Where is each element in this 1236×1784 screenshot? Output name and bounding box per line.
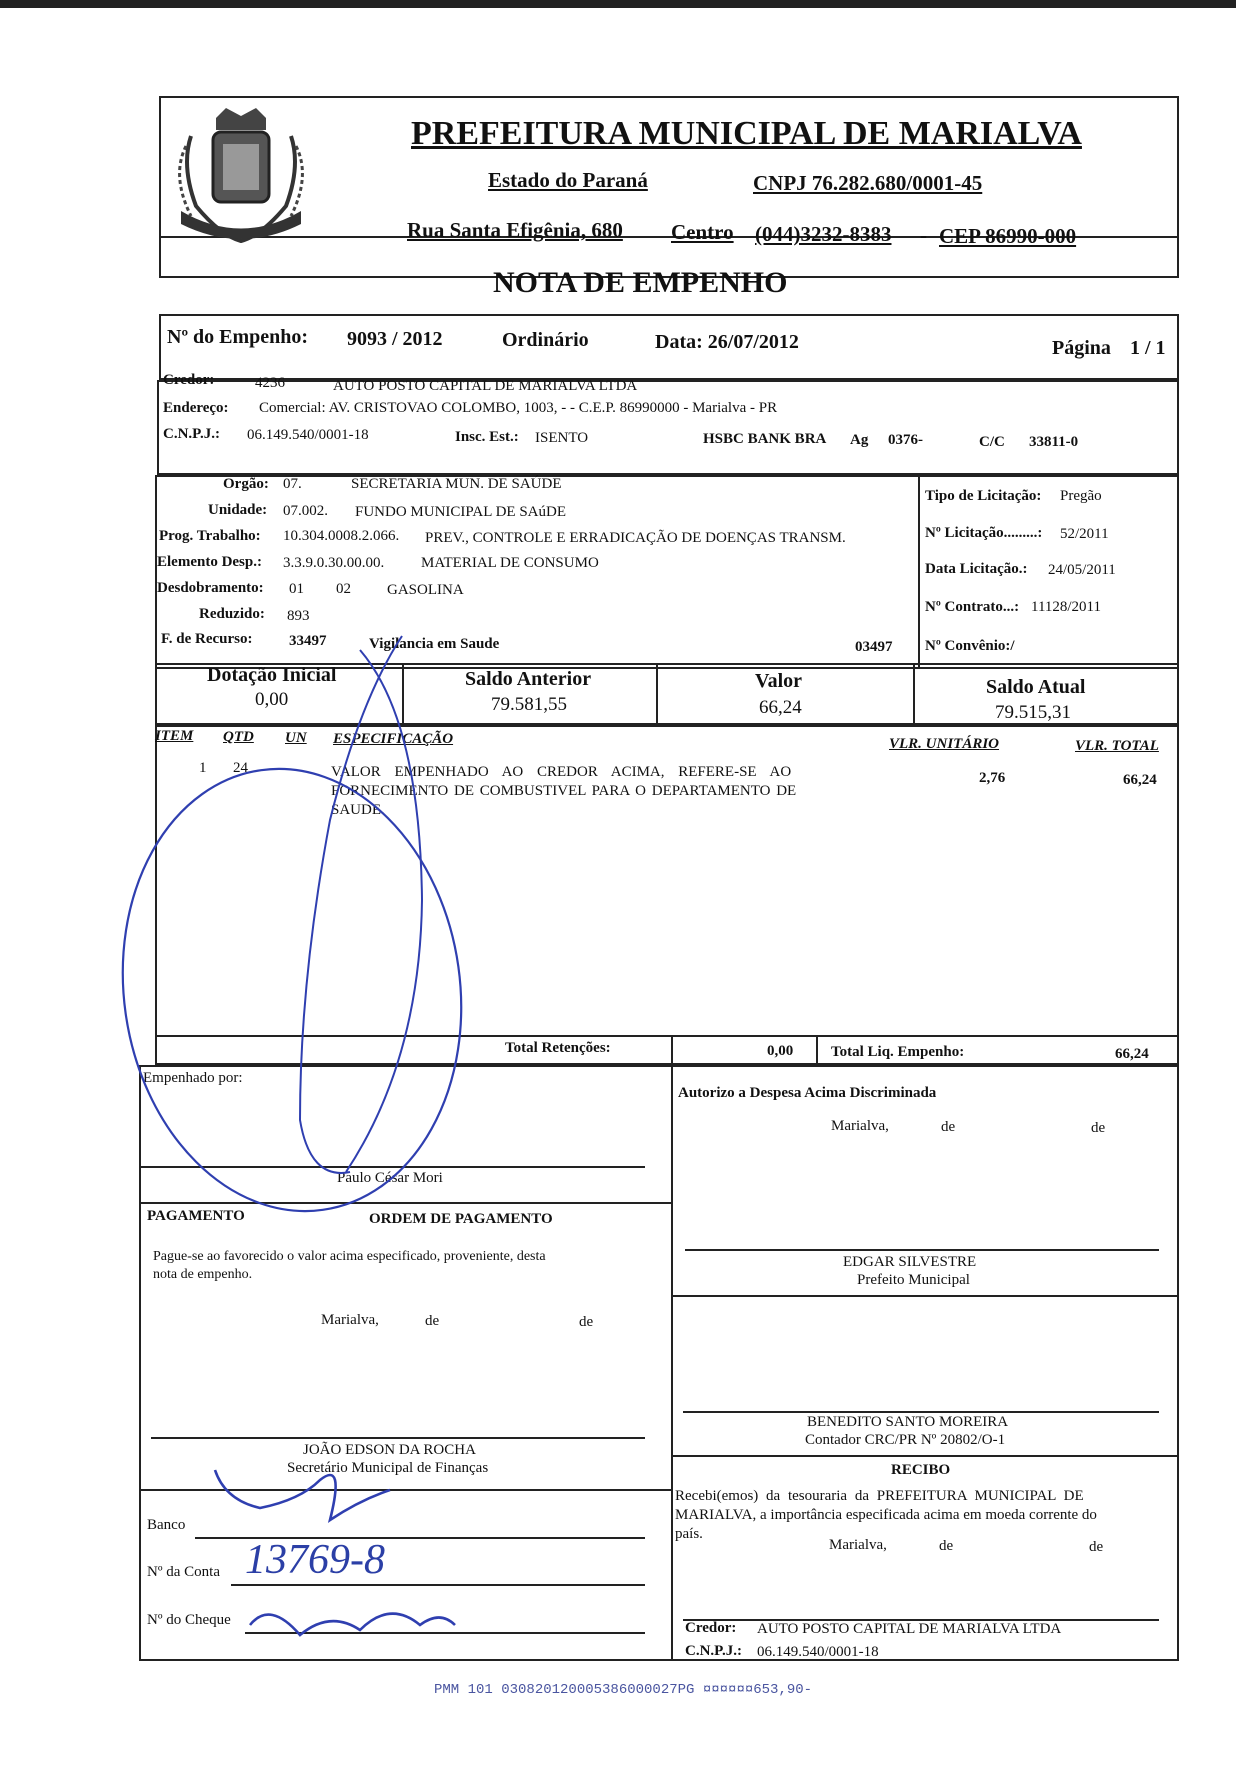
- recurso-code2: 03497: [855, 639, 893, 655]
- contador-role: Contador CRC/PR Nº 20802/O-1: [805, 1432, 1006, 1448]
- unidade-label: Unidade:: [208, 502, 268, 518]
- account: 33811-0: [1029, 434, 1079, 450]
- col-spec: ESPECIFICAÇÃO: [333, 731, 454, 747]
- page-label: Página: [1052, 337, 1111, 359]
- dotacao-value: 0,00: [255, 689, 289, 710]
- desdob-code: 01: [289, 581, 304, 597]
- empenho-number-label: Nº do Empenho:: [167, 326, 309, 348]
- pagamento-label: PAGAMENTO: [147, 1208, 245, 1224]
- convenio-label: Nº Convênio:/: [925, 638, 1015, 654]
- recibo-cnpj-label: C.N.P.J.:: [685, 1643, 742, 1659]
- insc-label: Insc. Est.:: [455, 429, 519, 445]
- ordem-pagamento: ORDEM DE PAGAMENTO: [369, 1211, 553, 1227]
- autorizo: Autorizo a Despesa Acima Discriminada: [678, 1085, 937, 1101]
- pague-place: Marialva,: [321, 1312, 379, 1328]
- retencoes: 0,00: [767, 1043, 794, 1059]
- licitacao-date: 24/05/2011: [1048, 562, 1116, 578]
- doc-title: NOTA DE EMPENHO: [493, 266, 788, 299]
- licitacao-number-label: Nº Licitação.........:: [925, 525, 1043, 541]
- col-qtd: QTD: [223, 729, 254, 745]
- empenho-type: Ordinário: [502, 329, 589, 351]
- footer-code: PMM 101 030820120005386000027PG ¤¤¤¤¤¤653,90-: [434, 1682, 813, 1698]
- orgao: SECRETARIA MUN. DE SAÚDE: [351, 476, 562, 492]
- header-district: Centro: [671, 220, 734, 244]
- credor-cnpj-label: C.N.P.J.:: [163, 426, 220, 442]
- prefeito-role: Prefeito Municipal: [857, 1272, 970, 1288]
- unidade-code: 07.002.: [283, 503, 328, 519]
- col-un: UN: [285, 730, 307, 746]
- page-number: 1 / 1: [1130, 337, 1166, 359]
- recibo-line3: país.: [675, 1526, 703, 1542]
- unidade: FUNDO MUNICIPAL DE SAúDE: [355, 504, 566, 520]
- header-cep: CEP 86990-000: [939, 224, 1077, 248]
- address: Comercial: AV. CRISTOVAO COLOMBO, 1003, - - C.E.P. 86990000 - Marialva - PR: [259, 400, 778, 416]
- agency-label: Ag: [850, 432, 869, 448]
- bank-name: HSBC BANK BRA: [703, 431, 827, 447]
- reduzido-label: Reduzido:: [199, 606, 265, 622]
- agency: 0376-: [888, 432, 923, 448]
- header-title: PREFEITURA MUNICIPAL DE MARIALVA: [411, 115, 1082, 152]
- empenho-number: 9093 / 2012: [347, 328, 443, 350]
- elemento-code: 3.3.9.0.30.00.00.: [283, 555, 385, 571]
- pague-de2: de: [579, 1314, 594, 1330]
- orgao-code: 07.: [283, 476, 302, 492]
- autorizo-de2: de: [1091, 1120, 1106, 1136]
- item-spec-line2: FORNECIMENTO DE COMBUSTIVEL PARA O DEPARTAMENTO DE: [331, 783, 797, 799]
- contador-name: BENEDITO SANTO MOREIRA: [807, 1414, 1009, 1430]
- prog-label: Prog. Trabalho:: [159, 528, 261, 544]
- header-phone: (044)3232-8383: [755, 222, 892, 246]
- item-number: 1: [199, 760, 207, 776]
- desdob-label: Desdobramento:: [157, 580, 264, 596]
- recibo-line2: MARIALVA, a importância especificada acima em moeda corrente do: [675, 1507, 1097, 1523]
- cheque-label: Nº do Cheque: [147, 1612, 231, 1628]
- recurso-label: F. de Recurso:: [161, 631, 253, 647]
- banco-label: Banco: [147, 1517, 186, 1533]
- address-label: Endereço:: [163, 400, 229, 416]
- conta-value: 13769-8: [245, 1537, 385, 1583]
- licitacao-number: 52/2011: [1060, 526, 1109, 542]
- recibo-credor-name: AUTO POSTO CAPITAL DE MARIALVA LTDA: [757, 1621, 1062, 1637]
- recibo-credor-label: Credor:: [685, 1620, 737, 1636]
- pague-de1: de: [425, 1313, 440, 1329]
- col-total: VLR. TOTAL: [1075, 738, 1159, 754]
- prog-code: 10.304.0008.2.066.: [283, 528, 400, 544]
- licitacao-date-label: Data Licitação.:: [925, 561, 1028, 577]
- item-qtd: 24: [233, 760, 248, 776]
- desdob-code2: 02: [336, 581, 351, 597]
- recibo-title: RECIBO: [891, 1462, 951, 1478]
- empenhado-name: Paulo César Mori: [337, 1170, 443, 1186]
- orgao-label: Orgão:: [223, 476, 269, 492]
- header-dash: -: [920, 223, 927, 247]
- saldo-anterior: 79.581,55: [491, 694, 567, 715]
- autorizo-place: Marialva,: [831, 1118, 889, 1134]
- saldo-anterior-label: Saldo Anterior: [465, 668, 592, 690]
- recibo-line1: Recebi(emos) da tesouraria da PREFEITURA MUNICIPAL DE: [675, 1488, 1084, 1504]
- conta-label: Nº da Conta: [147, 1564, 220, 1580]
- secretario-name: JOÃO EDSON DA ROCHA: [303, 1442, 476, 1458]
- item-unit-price: 2,76: [979, 770, 1006, 786]
- contrato: 11128/2011: [1031, 599, 1101, 615]
- header-state: Estado do Paraná: [488, 168, 648, 192]
- recibo-de1: de: [939, 1538, 954, 1554]
- item-spec-line1: VALOR EMPENHADO AO CREDOR ACIMA, REFERE-SE AO: [331, 764, 792, 780]
- credor-label: Credor:: [163, 372, 215, 388]
- saldo-atual: 79.515,31: [995, 702, 1071, 723]
- contrato-label: Nº Contrato...:: [925, 599, 1020, 615]
- col-unit: VLR. UNITÁRIO: [889, 736, 1000, 752]
- licitacao-type-label: Tipo de Licitação:: [925, 488, 1042, 504]
- reduzido: 893: [287, 608, 310, 624]
- desdob: GASOLINA: [387, 582, 464, 598]
- autorizo-de1: de: [941, 1119, 956, 1135]
- prefeito-name: EDGAR SILVESTRE: [843, 1254, 977, 1270]
- elemento-label: Elemento Desp.:: [157, 554, 262, 570]
- insc: ISENTO: [535, 430, 589, 446]
- liquido-label: Total Liq. Empenho:: [831, 1044, 965, 1060]
- secretario-role: Secretário Municipal de Finanças: [287, 1460, 489, 1476]
- empenho-date: Data: 26/07/2012: [655, 331, 799, 353]
- empenhado-label: Empenhado por:: [143, 1070, 243, 1086]
- elemento: MATERIAL DE CONSUMO: [421, 555, 599, 571]
- liquido: 66,24: [1115, 1046, 1149, 1062]
- retencoes-label: Total Retenções:: [505, 1040, 611, 1056]
- col-item: ITEM: [155, 728, 194, 744]
- header-cnpj: CNPJ 76.282.680/0001-45: [753, 171, 983, 195]
- item-total: 66,24: [1123, 772, 1157, 788]
- valor: 66,24: [759, 697, 802, 718]
- credor-code: 4236: [255, 375, 285, 391]
- prog: PREV., CONTROLE E ERRADICAÇÃO DE DOENÇAS TRANSM.: [425, 530, 846, 546]
- header-street: Rua Santa Efigênia, 680: [407, 218, 623, 242]
- licitacao-type: Pregão: [1060, 488, 1102, 504]
- recurso-code: 33497: [289, 633, 327, 649]
- pague-line2: nota de empenho.: [153, 1267, 253, 1282]
- credor-name: AUTO POSTO CAPITAL DE MARIALVA LTDA: [333, 378, 638, 394]
- recibo-de2: de: [1089, 1539, 1104, 1555]
- valor-label: Valor: [755, 670, 803, 692]
- saldo-atual-label: Saldo Atual: [986, 676, 1086, 698]
- recurso: Vigilancia em Saude: [369, 636, 500, 652]
- account-label: C/C: [979, 434, 1005, 450]
- credor-cnpj: 06.149.540/0001-18: [247, 427, 369, 443]
- dotacao-label: Dotação Inicial: [207, 664, 337, 686]
- recibo-place: Marialva,: [829, 1537, 887, 1553]
- pague-line1: Pague-se ao favorecido o valor acima especificado, proveniente, desta: [153, 1249, 546, 1264]
- item-spec-line3: SAUDE.: [331, 802, 385, 818]
- recibo-cnpj: 06.149.540/0001-18: [757, 1644, 879, 1660]
